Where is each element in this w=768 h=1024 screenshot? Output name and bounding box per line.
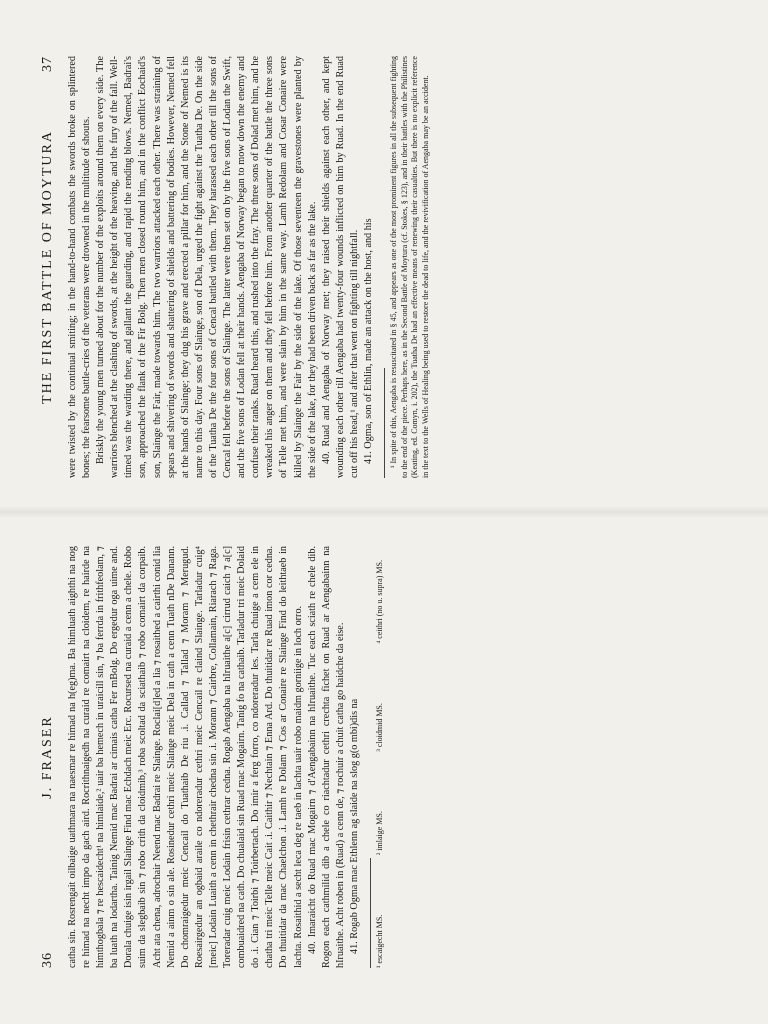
right-paragraph: 40. Ruad and Aengaba of Norway met; they raised their shields against each other, and kept wounding each other till Aengaba had twenty-four wounds inflicted on him by Ruad. In the end Ruad cut off his head,¹ and after that went on fighting till nightfall. [320, 56, 360, 478]
left-body-text [66, 546, 362, 968]
left-paragraph: 40. Imaraicht do Ruad mac Mogairn ⁊ d'Aengabainn na hIruaithe. Tuc each sciath re chele dib. Rogon each cathmilid dib a chele co riachtadur cethri crechta fichet on Ruad ar Aengabainn na hIruaithe. Acht roben in (Ruad) a cenn de, ⁊ rochuir a chuit catha go haidche da eise. [306, 546, 346, 968]
left-page [0, 512, 768, 1024]
right-running-title: THE FIRST BATTLE OF MOYTURA [40, 130, 55, 404]
footnote-rule [370, 858, 371, 968]
right-paragraph: 41. Ogma, son of Ethlin, made an attack on the host, and his [362, 218, 374, 464]
right-paragraph: Briskly the young men turned about for the number of the exploits around them on every side. The warriors blenched at the clashing of swords, at the height of the heaving, and the fury of the fall. Well-timed was the warding there, and gallant the guarding, and rapid the rending blows. Nemed, Badrai's son, approached the flank of the Fir Bolg. Then men closed round him, and in the conflict Eochaid's son, Slainge the Fair, made towards him. The two warriors attacked each other. There was straining of spears and shivering of swords and shattering of shields and battering of bodies. However, Nemed fell at the hands of Slainge; they dug his grave and erected a pillar for him, and the Stone of Nemed is its name to this day. Four sons of Slainge, son of Dela, urged the fight against the Tuatha De. On the side of the Tuatha De the four sons of Cencal battled with them. They harassed each other till the sons of Cencal fell before the sons of Slainge. The latter were then set on by the five sons of Lodan the Swift, and the five sons of Lodan fell at their hands. Aengaba of Norway began to mow down the enemy and confuse their ranks. Ruad heard this, and rushed into the fray. The three sons of Dolad met him, and he wreaked his anger on them and they fell before him. From another quarter of the battle the three sons of Telle met him, and were slain by him in the same way. Lamh Redolam and Cosar Conaire were killed by Slainge the Fair by the side of the lake. Of those seventeen the gravestones were planted by the side of the lake, for they had been driven back as far as the lake. [95, 56, 318, 478]
left-footnotes [375, 546, 386, 968]
right-paragraph: were twisted by the continual smiting; in the hand-to-hand combats the swords broke on splintered bones; the fearsome battle-cries of the veterans were drowned in the multitude of shouts. [67, 56, 93, 478]
footnote: ² imlaige MS. [374, 811, 384, 856]
footnote: ¹ escaigecht MS. [374, 914, 384, 968]
right-body-text [66, 56, 376, 478]
right-page-number: 37 [40, 56, 55, 72]
footnote-rule [384, 368, 385, 478]
right-running-head [40, 56, 56, 478]
right-footnotes [389, 56, 431, 478]
left-page-number: 36 [40, 952, 55, 968]
left-paragraph: 41. Rogab Ogma mac Ethlenn ag slaide na slog g(o mbi)dis na [348, 698, 360, 954]
footnote: ³ cloidmid MS. [374, 703, 384, 752]
left-running-title: J. FRASER [40, 715, 55, 799]
footnote: ⁴ ceithri (no u. supra) MS. [374, 560, 384, 644]
left-paragraph: catha sin. Rosrengait oilbaige uathmara na naesmar re himad na h(eg)ma. Ba himluath aighthi na nog re himad na necht impo da gach aird. Rocrithnaigedh na curaid re comairt na cloidem, re hairde na himthogbala ⁊ re hescaidecht¹ na himlaide,² uair ba hemech in uraicill sin, ⁊ ba ferrda in frithfeolam, ⁊ ba luath na lodartha. Tainig Nemid mac Badrai ar cimais catha Fer mBolg. Do ergedur oga uime and. Dorala chuige isin irgail Slainge Find mac Echdach meic Erc. Rocursed na curaid a cenn a chele. Robo suim da slegbaib sin ⁊ robo crith da cloidmib,³ roba scoltad da sciathaib ⁊ robo comairt da corpaib. Acht ata chena, adrochair Neend mac Badrai re Slainge. Roclai[d]ed a lia ⁊ rosaithed a cairthi conid lia Nemid a ainm o sin ale. Rosinedur cethri meic Slainge meic Dela in cath a cenn Tuath nDe Danann. Do chomraigedur meic Cencail do Tuathaib De riu .i. Callad ⁊ Tallad ⁊ Moram ⁊ Merugud. Roesairgedur an ogbaid araile co ndoreradur cethri meic Cencail re claind Slainge. Tarladur cuig⁴ [meic] Lodain Luaith a cenn in chethrair chedna sin .i. Morann ⁊ Cairbre, Collamain, Riarach ⁊ Raga. Toreradar cuig meic Lodain frisin cethrar cedna. Rogab Aengaba na hIruaithe a[c] cirrud caich ⁊ a[c] combuaidred na cath. Do chualaid sin Ruad mac Mogairn. Tanig fo na cathaib. Tarladur tri meic Dolaid do .i. Cian ⁊ Toirbi ⁊ Toirbertach. Do imir a ferg forro, co ndoreradur les. Tarla chuige a cem ele in chatha tri meic Telle meic Cait .i. Caithir ⁊ Nechtain ⁊ Enna Ard. Do thuitidar re Ruad imon cor cedna. Do thuitidar da mac Chaelchon .i. Lamh re Dolam ⁊ Cos ar Conaire re Slainge Find do leithtaeb in lachta. Rosaithid a secht leca deg re taeb in lachta uair robo maidm gorniige in loch orro. [67, 546, 304, 968]
footnote: ¹ In spite of this, Aengaba is resuscitated in § 45, and appears as one of the most prominent figures in all the subsequent fighting to the end of the piece. Perhaps here, as in the Second Battle of Moytura (cf. Stokes, § 123), and in their battles with the Philistines (Keating, ed. Comyn, i. 202), the Tuatha De had an effective means of renewing their casualties. But there is no explicit reference in the text to the Wells of Healing being used to restore the dead to life, and the revivification of Aengaba may be an accident. [389, 56, 430, 478]
left-running-head [40, 546, 56, 968]
